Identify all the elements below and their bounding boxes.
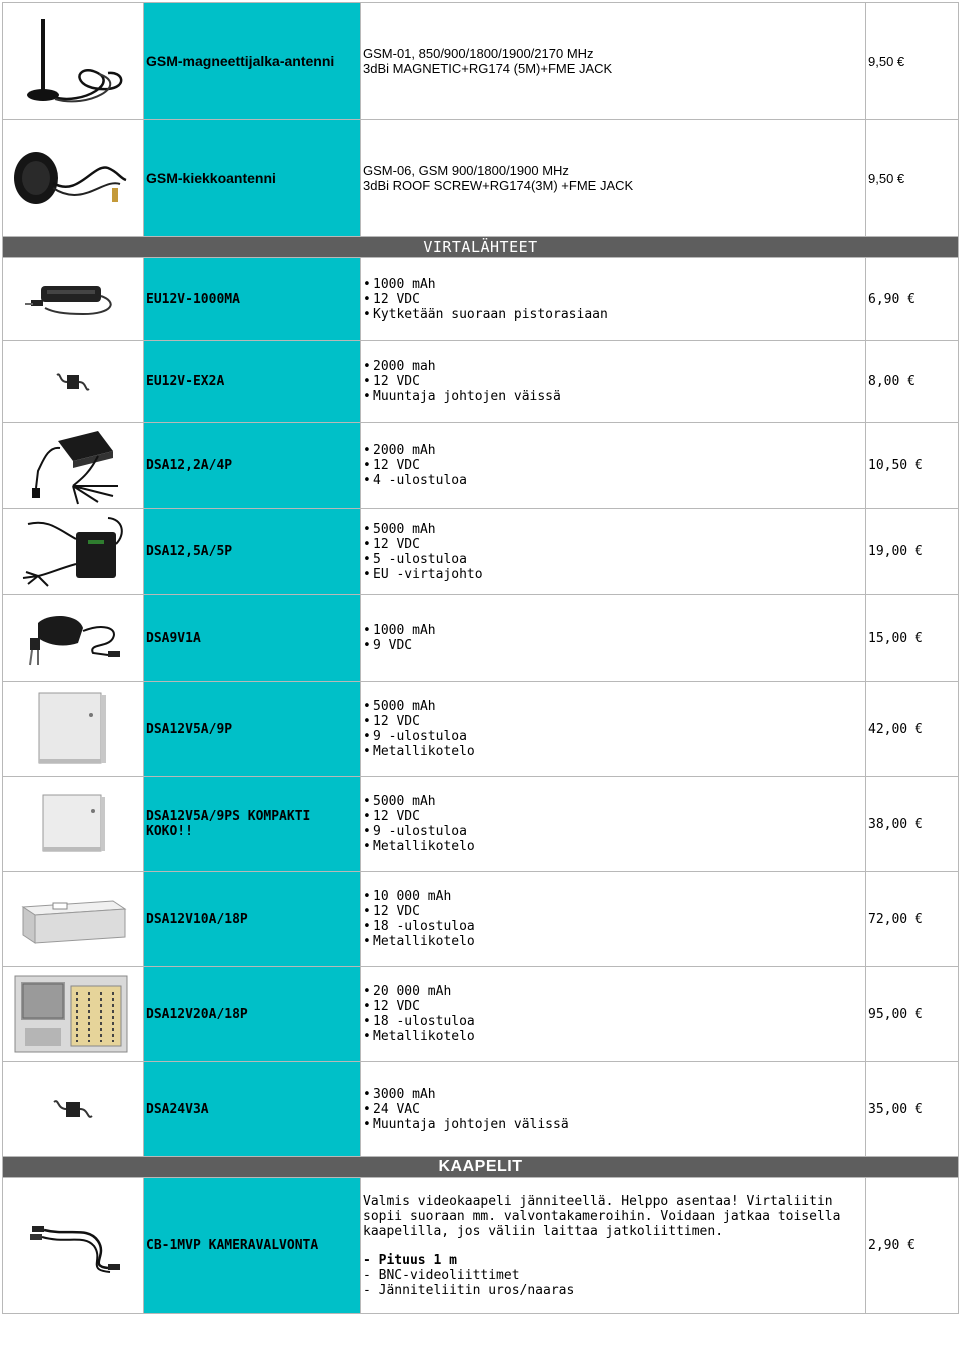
product-name: DSA12V20A/18P — [144, 967, 361, 1062]
spec-bullet: • 1000 mAh — [363, 623, 865, 638]
spec-bullet: • 5000 mAh — [363, 699, 865, 714]
product-image — [3, 509, 144, 595]
product-price: 9,50 € — [866, 3, 959, 120]
product-name: DSA24V3A — [144, 1062, 361, 1157]
product-description — [361, 967, 866, 1062]
product-description — [361, 595, 866, 682]
product-image — [3, 1062, 144, 1157]
open-box-icon — [11, 972, 135, 1056]
spec-bullet: • 2000 mah — [363, 359, 865, 374]
product-description — [361, 341, 866, 423]
product-name: GSM-magneettijalka-antenni — [144, 3, 361, 120]
spec-bullet: • 12 VDC — [363, 292, 865, 307]
product-description — [361, 682, 866, 777]
product-description — [361, 509, 866, 595]
spec-bullet: • Kytketään suoraan pistorasiaan — [363, 307, 865, 322]
description-line: GSM-06, GSM 900/1800/1900 MHz — [363, 163, 569, 178]
product-description — [361, 777, 866, 872]
product-price: 35,00 € — [866, 1062, 959, 1157]
product-name: EU12V-EX2A — [144, 341, 361, 423]
product-row — [3, 258, 959, 341]
product-image — [3, 872, 144, 967]
product-description — [361, 1178, 866, 1314]
spec-bullet: • 18 -ulostuloa — [363, 919, 865, 934]
spec-bullet: • Metallikotelo — [363, 744, 865, 759]
spec-bullet: • Muuntaja johtojen väissä — [363, 389, 865, 404]
spec-bullet: • 12 VDC — [363, 458, 865, 473]
product-description — [361, 872, 866, 967]
product-description — [361, 423, 866, 509]
section-header-power — [3, 237, 959, 258]
spec-bullet: • Metallikotelo — [363, 839, 865, 854]
spec-bullet: • EU -virtajohto — [363, 567, 865, 582]
magnetic-antenna-icon — [13, 11, 133, 111]
spec-bullet: • 4 -ulostuloa — [363, 473, 865, 488]
product-image — [3, 341, 144, 423]
product-image — [3, 682, 144, 777]
wide-box-icon — [13, 889, 133, 949]
product-row — [3, 1178, 959, 1314]
cable-length: - Pituus 1 m — [363, 1252, 457, 1268]
brick-adapter-icon — [18, 514, 128, 590]
wall-adapter-icon — [18, 603, 128, 673]
product-row — [3, 120, 959, 237]
product-price: 15,00 € — [866, 595, 959, 682]
product-row — [3, 509, 959, 595]
compact-box-icon — [33, 789, 113, 859]
product-image — [3, 423, 144, 509]
product-row — [3, 1062, 959, 1157]
cable-spec-line: - Jänniteliitin uros/naaras — [363, 1282, 575, 1298]
spec-bullet: • 9 -ulostuloa — [363, 824, 865, 839]
product-row — [3, 341, 959, 423]
product-name: DSA12V5A/9P — [144, 682, 361, 777]
splitter-adapter-icon — [18, 426, 128, 506]
product-row — [3, 872, 959, 967]
product-price: 42,00 € — [866, 682, 959, 777]
plug-adapter-icon — [23, 274, 123, 324]
spec-bullet: • 12 VDC — [363, 714, 865, 729]
inline-adapter-icon — [51, 1093, 95, 1125]
product-row — [3, 3, 959, 120]
product-name: DSA12V10A/18P — [144, 872, 361, 967]
product-price: 6,90 € — [866, 258, 959, 341]
section-header-cables — [3, 1157, 959, 1178]
spec-bullet: • Muuntaja johtojen välissä — [363, 1117, 865, 1132]
spec-bullet: • 5 -ulostuloa — [363, 552, 865, 567]
product-name: DSA12,5A/5P — [144, 509, 361, 595]
spec-bullet: • 2000 mAh — [363, 443, 865, 458]
product-description — [361, 3, 866, 120]
spec-bullet: • 18 -ulostuloa — [363, 1014, 865, 1029]
product-name: GSM-kiekkoantenni — [144, 120, 361, 237]
product-image — [3, 967, 144, 1062]
product-row — [3, 423, 959, 509]
inline-adapter-icon — [53, 367, 93, 397]
disc-antenna-icon — [8, 138, 138, 218]
product-price: 2,90 € — [866, 1178, 959, 1314]
product-image — [3, 1178, 144, 1314]
product-row — [3, 595, 959, 682]
description-line: 3dBi MAGNETIC+RG174 (5M)+FME JACK — [363, 61, 613, 76]
product-price: 95,00 € — [866, 967, 959, 1062]
product-description — [361, 1062, 866, 1157]
video-cable-icon — [18, 1216, 128, 1276]
spec-bullet: • 5000 mAh — [363, 522, 865, 537]
spec-bullet: • Metallikotelo — [363, 1029, 865, 1044]
product-price: 8,00 € — [866, 341, 959, 423]
product-name: CB-1MVP KAMERAVALVONTA — [144, 1178, 361, 1314]
spec-bullet: • 12 VDC — [363, 537, 865, 552]
product-image — [3, 120, 144, 237]
section-title: KAAPELIT — [3, 1157, 959, 1178]
spec-bullet: • 5000 mAh — [363, 794, 865, 809]
product-image — [3, 595, 144, 682]
product-description — [361, 258, 866, 341]
product-price: 10,50 € — [866, 423, 959, 509]
section-title: VIRTALÄHTEET — [3, 237, 959, 258]
product-image — [3, 777, 144, 872]
spec-bullet: • 10 000 mAh — [363, 889, 865, 904]
product-row — [3, 682, 959, 777]
spec-bullet: • 9 VDC — [363, 638, 865, 653]
description-line: 3dBi ROOF SCREW+RG174(3M) +FME JACK — [363, 178, 634, 193]
product-image — [3, 3, 144, 120]
product-image — [3, 258, 144, 341]
product-name: EU12V-1000MA — [144, 258, 361, 341]
spec-bullet: • 12 VDC — [363, 374, 865, 389]
product-catalog-table — [2, 2, 959, 1314]
product-description — [361, 120, 866, 237]
product-price: 38,00 € — [866, 777, 959, 872]
spec-bullet: • 12 VDC — [363, 999, 865, 1014]
product-price: 72,00 € — [866, 872, 959, 967]
spec-bullet: • 24 VAC — [363, 1102, 865, 1117]
product-row — [3, 777, 959, 872]
product-price: 19,00 € — [866, 509, 959, 595]
spec-bullet: • 12 VDC — [363, 809, 865, 824]
product-row — [3, 967, 959, 1062]
product-price: 9,50 € — [866, 120, 959, 237]
product-name: DSA12,2A/4P — [144, 423, 361, 509]
cable-intro: Valmis videokaapeli jänniteellä. Helppo asentaa! Virtaliitin sopii suoraan mm. valvontakameroihin. Voidaan jatkaa toisella kaapelilla, jos väliin laittaa jatkoliittimen. — [363, 1193, 841, 1239]
spec-bullet: • 12 VDC — [363, 904, 865, 919]
description-line: GSM-01, 850/900/1800/1900/2170 MHz — [363, 46, 594, 61]
spec-bullet: • 3000 mAh — [363, 1087, 865, 1102]
metal-box-icon — [33, 689, 113, 769]
cable-spec-line: - BNC-videoliittimet — [363, 1267, 520, 1283]
spec-bullet: • 9 -ulostuloa — [363, 729, 865, 744]
spec-bullet: • 1000 mAh — [363, 277, 865, 292]
product-name: DSA12V5A/9PS KOMPAKTI KOKO!! — [144, 777, 361, 872]
spec-bullet: • Metallikotelo — [363, 934, 865, 949]
spec-bullet: • 20 000 mAh — [363, 984, 865, 999]
product-name: DSA9V1A — [144, 595, 361, 682]
